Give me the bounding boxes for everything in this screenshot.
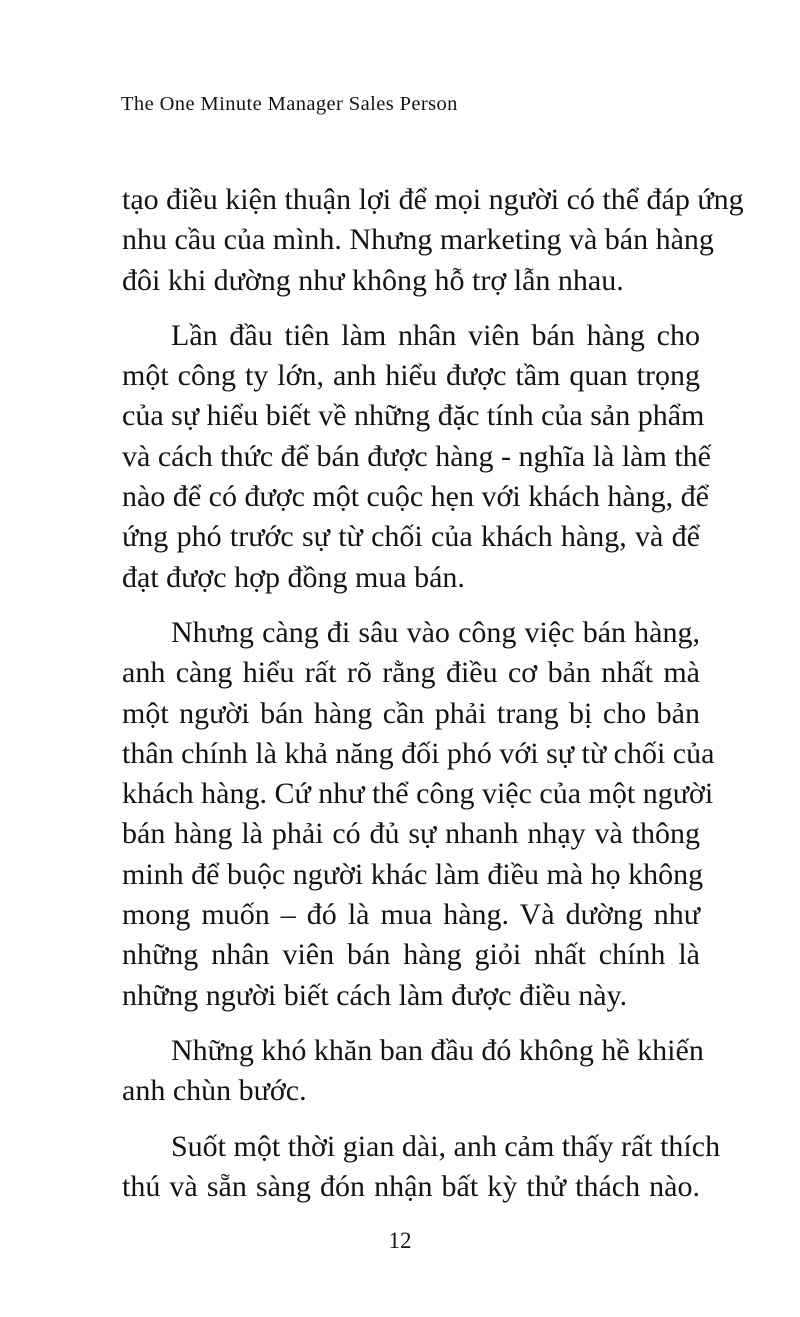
text-line: ứng phó trước sự từ chối của khách hàng, và để: [122, 520, 700, 554]
paragraph: [122, 1031, 704, 1112]
paragraph: [122, 613, 715, 1016]
text-line: một người bán hàng cần phải trang bị cho bản: [122, 696, 700, 730]
text-line: đôi khi dường như không hỗ trợ lẫn nhau.: [122, 263, 624, 297]
text-line: thú và sẵn sàng đón nhận bất kỳ thử thách nào.: [122, 1169, 700, 1203]
text-line: và cách thức để bán được hàng - nghĩa là làm thế: [122, 439, 711, 473]
text-line: đạt được hợp đồng mua bán.: [122, 560, 465, 594]
text-line: tạo điều kiện thuận lợi để mọi người có thể đáp ứng: [122, 183, 744, 216]
text-line: một công ty lớn, anh hiểu được tầm quan trọng: [122, 359, 700, 393]
text-line: nhu cầu của mình. Nhưng marketing và bán hàng: [122, 223, 714, 257]
paragraph: [122, 180, 744, 301]
text-line: nào để có được một cuộc hẹn với khách hàng, để: [122, 480, 709, 514]
text-line: mong muốn – đó là mua hàng. Và dường như: [122, 898, 700, 932]
text-line: anh càng hiểu rất rõ rằng điều cơ bản nhất mà: [122, 656, 700, 690]
running-head: The One Minute Manager Sales Person: [121, 93, 458, 115]
paragraph: [122, 316, 711, 598]
text-line: bán hàng là phải có đủ sự nhanh nhạy và thông: [122, 817, 700, 851]
page-number: 12: [388, 1228, 412, 1253]
text-line: những nhân viên bán hàng giỏi nhất chính là: [122, 938, 700, 972]
text-line: của sự hiểu biết về những đặc tính của sản phẩm: [122, 399, 705, 433]
text-line: Suốt một thời gian dài, anh cảm thấy rất thích: [171, 1129, 721, 1163]
text-line: những người biết cách làm được điều này.: [122, 978, 628, 1012]
text-line: anh chùn bước.: [122, 1074, 307, 1108]
text-line: khách hàng. Cứ như thể công việc của một người: [122, 777, 714, 811]
text-line: Lần đầu tiên làm nhân viên bán hàng cho: [171, 318, 700, 352]
text-line: thân chính là khả năng đối phó với sự từ chối của: [122, 736, 715, 770]
text-line: Những khó khăn ban đầu đó không hề khiến: [171, 1033, 704, 1067]
body-text: [122, 180, 744, 1207]
text-line: minh để buộc người khác làm điều mà họ không: [122, 857, 704, 891]
paragraph: [122, 1127, 721, 1208]
text-line: Nhưng càng đi sâu vào công việc bán hàng,: [171, 615, 700, 649]
